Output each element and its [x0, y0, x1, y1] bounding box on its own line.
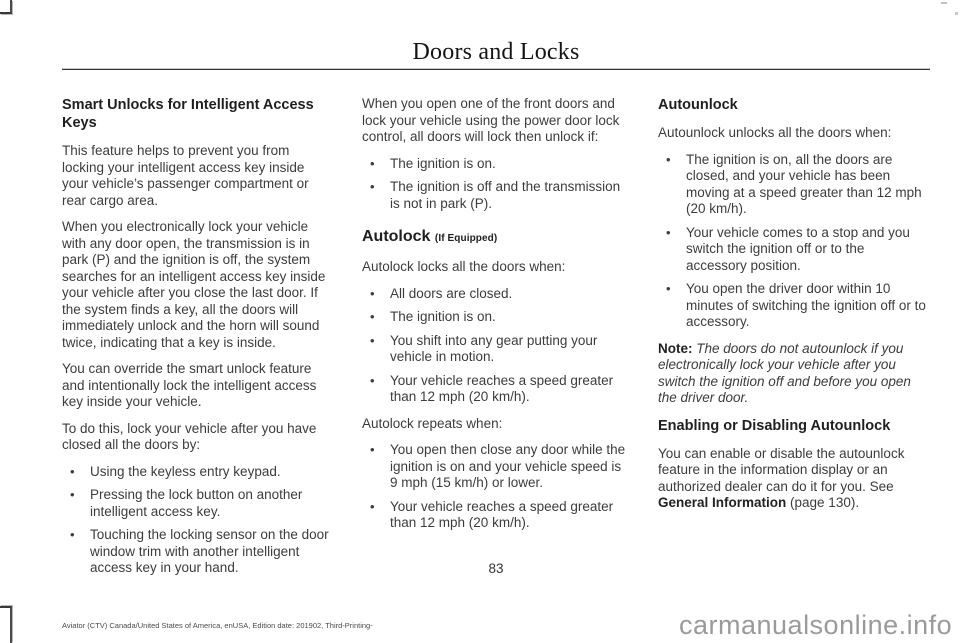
paragraph: This feature helps to prevent you from locking your intelligent access key inside your vehicle’s passenger compartment or rear cargo area.	[62, 143, 309, 208]
section-heading-enabling-disabling: Enabling or Disabling Autounlock	[658, 417, 891, 434]
cross-reference: General Information	[658, 495, 787, 510]
bullet-list	[658, 152, 928, 331]
bullet-item: • Touching the locking sensor on the door window trim with another intelligent access key in your hand.	[62, 527, 332, 577]
header-rule	[62, 68, 930, 70]
bullet-item: • The ignition is on.	[362, 309, 632, 326]
crop-mark-bottom-left	[0, 606, 12, 643]
page-number: 83	[488, 561, 504, 576]
column-left	[62, 96, 332, 587]
column-right	[658, 96, 928, 522]
bullet-item: • Your vehicle reaches a speed greater than 12 mph (20 km/h).	[362, 373, 632, 406]
paragraph: Autolock repeats when:	[362, 415, 503, 431]
note-text: The doors do not autounlock if you electronically lock your vehicle after you switch the ignition off and before you open the driver door.	[658, 340, 911, 405]
section-heading-autolock: Autolock (If Equipped)	[362, 228, 498, 245]
paragraph: When you electronically lock your vehicle with any door open, the transmission is in park (P) and the ignition is off, the system searches for an intelligent access key inside your vehicle after you close the last door. If the system finds a key, all the doors will immediately unlock and the horn will sound twice, indicating that a key is inside.	[62, 219, 326, 350]
column-middle	[362, 96, 632, 542]
bullet-list	[362, 156, 632, 213]
paragraph: Autolock locks all the doors when:	[362, 259, 566, 274]
paragraph: To do this, lock your vehicle after you have closed all the doors by:	[62, 420, 317, 452]
paragraph: When you open one of the front doors and lock your vehicle using the power door lock control, all doors will lock then unlock if:	[362, 96, 620, 144]
bullet-list	[362, 286, 632, 406]
scan-speck	[941, 2, 947, 4]
bullet-item: • The ignition is on.	[362, 156, 632, 173]
bullet-item: • Pressing the lock button on another intelligent access key.	[62, 487, 332, 520]
bullet-item: • Your vehicle reaches a speed greater than 12 mph (20 km/h).	[362, 499, 632, 532]
bullet-item: • The ignition is on, all the doors are closed, and your vehicle has been moving at a speed greater than 12 mph (20 km/h).	[658, 152, 928, 218]
bullet-item: • Using the keyless entry keypad.	[62, 464, 332, 481]
section-heading-autounlock: Autounlock	[658, 97, 738, 113]
scan-speck	[955, 12, 958, 15]
bullet-item: • All doors are closed.	[362, 286, 632, 303]
section-heading-smart-unlocks: Smart Unlocks for Intelligent Access Keys	[62, 97, 314, 131]
paragraph: You can override the smart unlock feature and intentionally lock the intelligent access key inside your vehicle.	[62, 361, 317, 409]
bullet-item: • You open then close any door while the ignition is on and your vehicle speed is 9 mph (15 km/h) or lower.	[362, 442, 632, 492]
bullet-list	[62, 464, 332, 577]
paragraph: Autounlock unlocks all the doors when:	[658, 125, 892, 140]
if-equipped-label: (If Equipped)	[434, 233, 498, 244]
bullet-item: • The ignition is off and the transmission is not in park (P).	[362, 179, 632, 212]
paragraph: You can enable or disable the autounlock feature in the information display or an authorized dealer can do it for you. See General Information (page 130).	[658, 445, 905, 510]
footer-edition-text: Aviator (CTV) Canada/United States of America, enUSA, Edition date: 201902, Third-Printing-	[62, 621, 373, 630]
note-paragraph	[658, 341, 928, 407]
page-title: Doors and Locks	[412, 39, 580, 65]
note-label: Note:	[658, 340, 693, 356]
watermark: carmanualsonline.info	[679, 610, 953, 640]
bullet-item: • You open the driver door within 10 minutes of switching the ignition off or to accessory.	[658, 281, 928, 331]
bullet-item: • You shift into any gear putting your vehicle in motion.	[362, 333, 632, 366]
bullet-list	[362, 442, 632, 532]
bullet-item: • Your vehicle comes to a stop and you switch the ignition off or to the accessory position.	[658, 225, 928, 275]
crop-mark-top-left	[0, 0, 12, 14]
